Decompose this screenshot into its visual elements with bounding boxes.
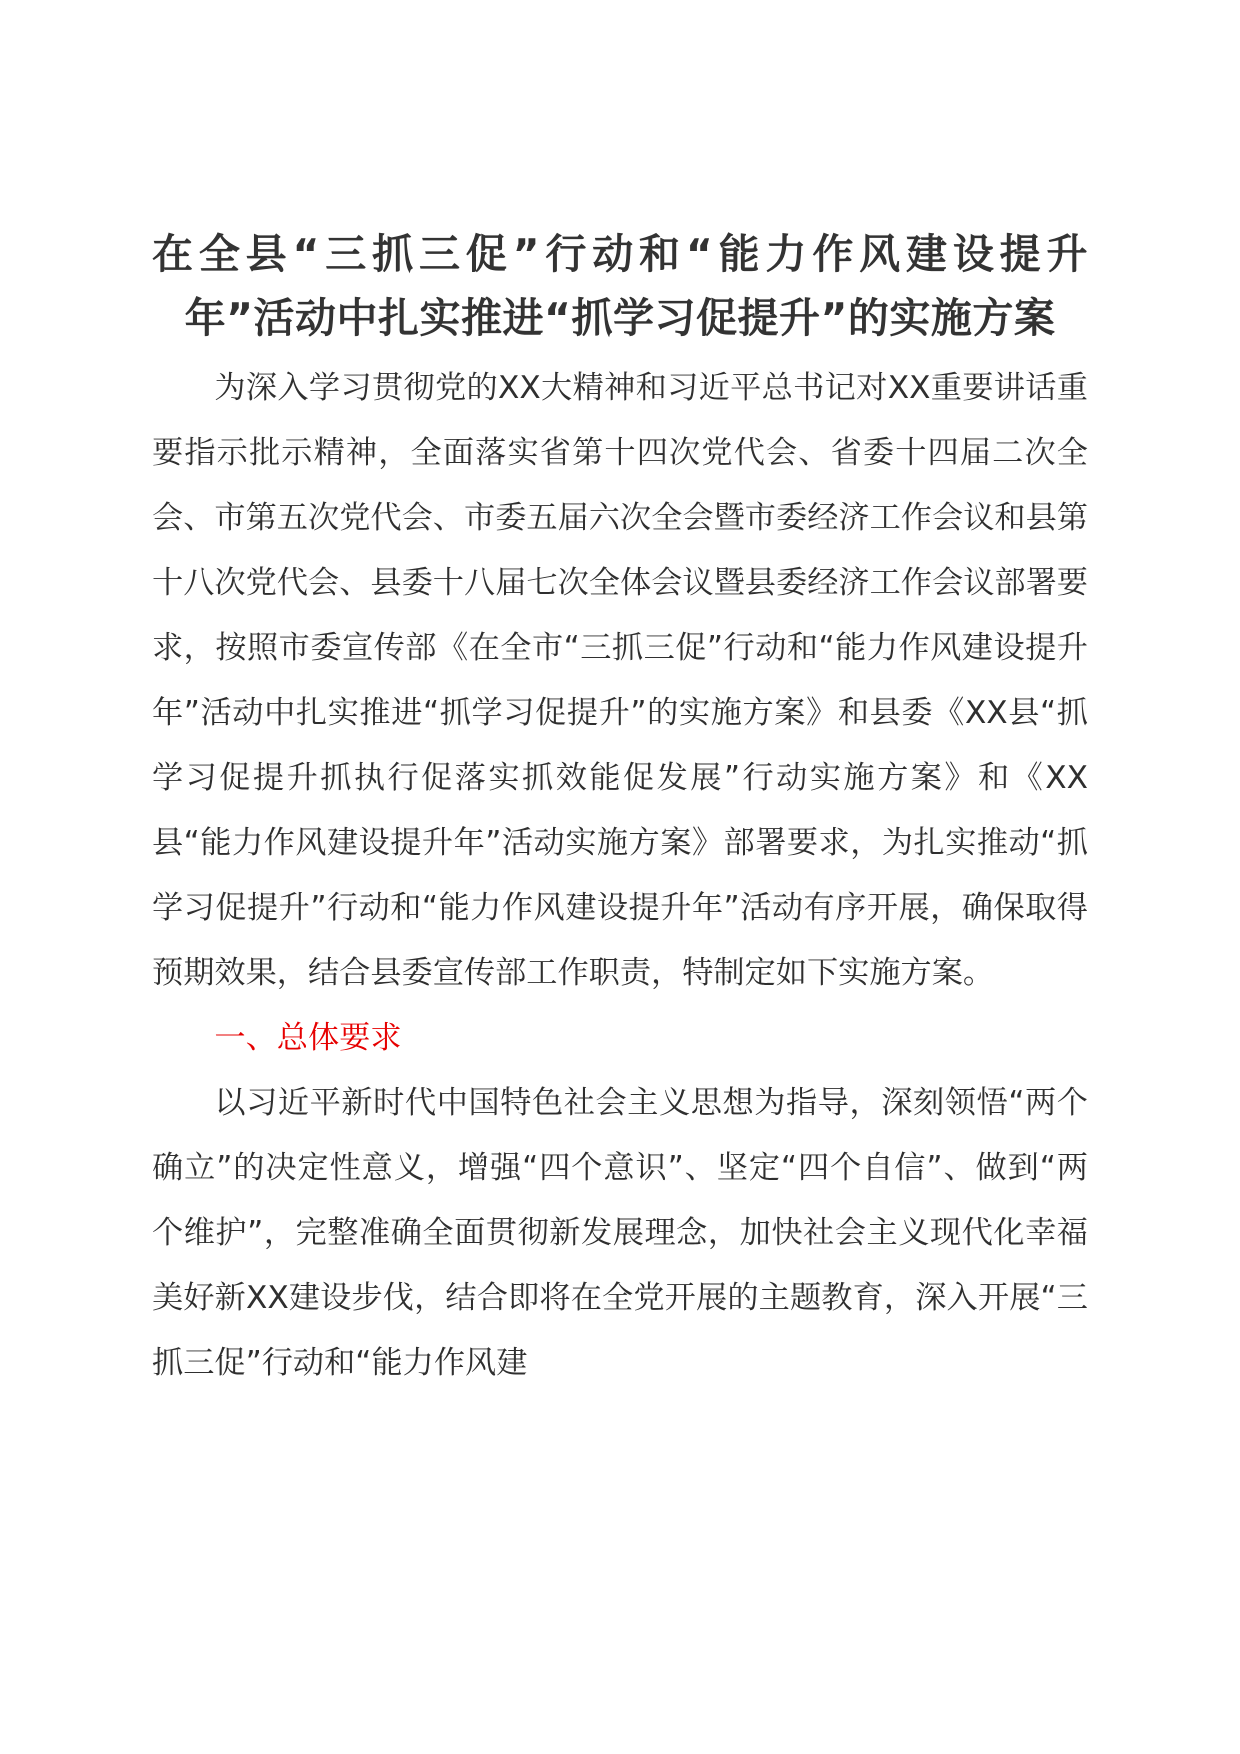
- intro-paragraph: 为深入学习贯彻党的XX大精神和习近平总书记对XX重要讲话重要指示批示精神，全面落实省第十四次党代会、省委十四届二次全会、市第五次党代会、市委五届六次全会暨市委经济工作会议和县第十八次党代会、县委十八届七次全体会议暨县委经济工作会议部署要求，按照市委宣传部《在全市“三抓三促”行动和“能力作风建设提升年”活动中扎实推进“抓学习促提升”的实施方案》和县委《XX县“抓学习促提升抓执行促落实抓效能促发展”行动实施方案》和《XX县“能力作风建设提升年”活动实施方案》部署要求，为扎实推动“抓学习促提升”行动和“能力作风建设提升年”活动有序开展，确保取得预期效果，结合县委宣传部工作职责，特制定如下实施方案。: [152, 370, 1088, 991]
- document-body: [152, 222, 1088, 1396]
- section-heading-overall-requirements: 一、总体要求: [214, 1020, 402, 1056]
- document-title: 在全县“三抓三促”行动和“能力作风建设提升年”活动中扎实推进“抓学习促提升”的实施方案: [152, 230, 1088, 342]
- section-paragraph: 以习近平新时代中国特色社会主义思想为指导，深刻领悟“两个确立”的决定性意义，增强“四个意识”、坚定“四个自信”、做到“两个维护”，完整准确全面贯彻新发展理念，加快社会主义现代化幸福美好新XX建设步伐，结合即将在全党开展的主题教育，深入开展“三抓三促”行动和“能力作风建: [152, 1085, 1088, 1381]
